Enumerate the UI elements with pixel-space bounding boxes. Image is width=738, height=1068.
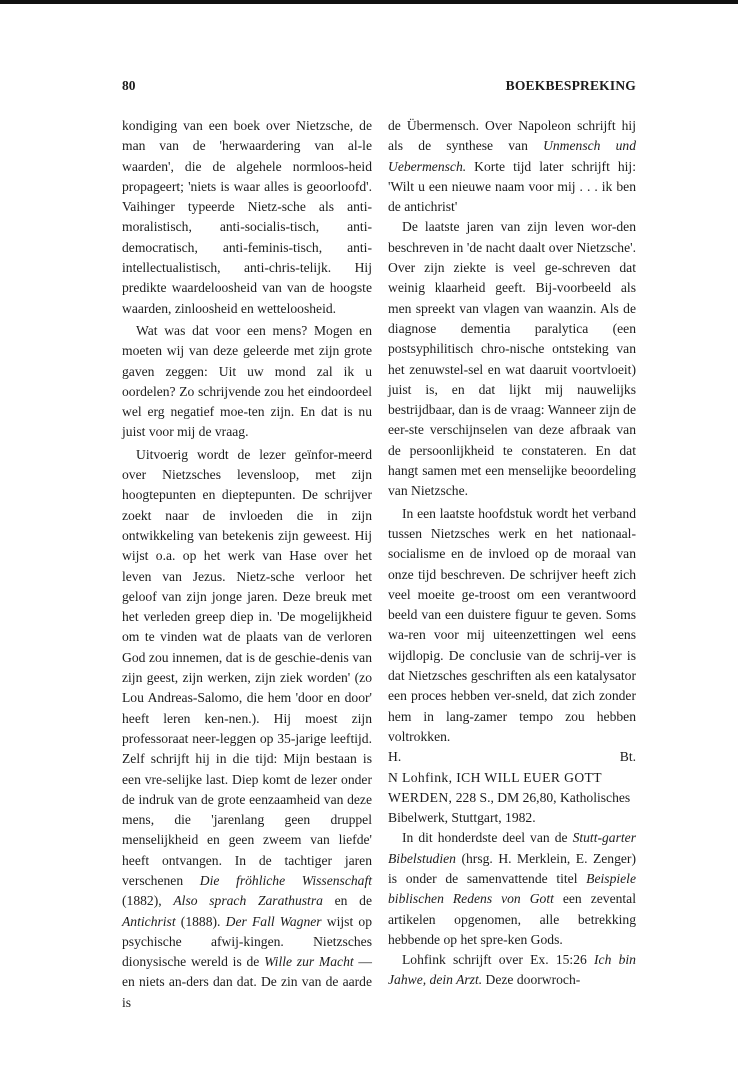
text-run: In dit honderdste deel van de bbox=[402, 830, 573, 846]
text-run: de Übermensch. Over Napoleon schrijft hij als de synthese van bbox=[388, 118, 636, 154]
text-run: (1888). bbox=[175, 913, 226, 929]
text-run: Deze doorwroch- bbox=[482, 972, 581, 988]
text-run: Lohfink schrijft over Ex. 15:26 bbox=[402, 952, 595, 968]
book-title: Stutt-garter Bibelstudien bbox=[388, 830, 636, 866]
text-run: (hrsg. H. Merklein, E. Zenger) is onder de samenvattende titel bbox=[388, 850, 636, 886]
review-details: 228 S., DM 26,80, Katholisches Bibelwerk, Stuttgart, 1982. bbox=[388, 789, 631, 826]
text-run: wijst op psychische afwij-kingen. Nietzsches dionysische wereld is de bbox=[122, 913, 373, 970]
book-title: Die fröhliche Wissenschaft bbox=[199, 872, 372, 888]
book-title: Der Fall Wagner bbox=[225, 913, 322, 929]
paragraph: In een laatste hoofdstuk wordt het verband tussen Nietzsches werk en het nationaal-socialisme en de invloed op de moraal van onze tijd beschreven. De schrijver heeft zich veel moeite ge-troost om een verantwoord beeld van een duistere figuur te geven. Soms wa-ren voor mij uiteenzettingen wel eens wijdlopig. De conclusie van de schrij-ver is dat Nietzsches geschriften als een katalysator een proces hebben ver-sneld, dat zich zonder hem in lang-zamer tempo zou hebben voltrokken. bbox=[388, 505, 636, 744]
paragraph bbox=[388, 116, 636, 217]
review-heading bbox=[388, 768, 636, 829]
text-run: en de bbox=[322, 893, 372, 909]
text-run: een zevental artikelen opgenomen, alle betrekking hebbende op het spre-ken Gods. bbox=[388, 891, 636, 947]
left-column bbox=[122, 116, 372, 1013]
running-head: BOEKBESPREKING bbox=[505, 78, 636, 93]
top-border bbox=[0, 0, 738, 4]
book-title: Also sprach Zarathustra bbox=[173, 893, 323, 909]
text-run: Korte tijd later schrijft hij: 'Wilt u een nieuwe naam voor mij . . . ik ben de antichrist' bbox=[388, 158, 636, 215]
text-run: (1882), bbox=[122, 893, 174, 909]
book-title: Beispiele biblischen Redens von Gott bbox=[388, 870, 636, 907]
paragraph: De laatste jaren van zijn leven wor-den beschreven in 'de nacht daalt over Nietzsche'. Over zijn ziekte is veel ge-schreven dat weinig klaarheid geeft. Bij-voorbeeld als men spreekt van vlagen van waanzin. Als de diagnose dementia paralytica (een postsyphilitisch chro-nische ontsteking van het zenuwstel-sel en wat daaruit voortvloeit) juist is, en dat lijkt mij nauwelijks bestrijdbaar, dan is de vraag: Wanneer zijn de eer-ste verschijnselen van deze afbraak van de persoonlijkheid te constateren. En dat hangt samen met een menselijke beoordeling van Nietzsche. bbox=[388, 219, 636, 499]
review-title: N Lohfink, ICH WILL EUER GOTT WERDEN, bbox=[388, 769, 602, 805]
page-number: 80 bbox=[122, 78, 136, 93]
book-title: Antichrist bbox=[122, 913, 176, 929]
book-title: Unmensch und Uebermensch. bbox=[388, 138, 637, 174]
paragraph bbox=[388, 950, 636, 991]
text-run: — en niets an-ders dan dat. De zin van de aarde is bbox=[122, 954, 373, 1010]
book-title: Ich bin Jahwe, dein Arzt. bbox=[388, 952, 636, 988]
page-header bbox=[122, 78, 636, 98]
signature-initial: H. bbox=[388, 749, 402, 765]
review-signature bbox=[388, 747, 636, 767]
book-title: Wille zur Macht bbox=[264, 954, 354, 970]
paragraph bbox=[122, 445, 372, 1013]
text-run: Uitvoerig wordt de lezer geïnfor-meerd over Nietzsches levensloop, met zijn hoogtepunten en dieptepunten. De schrijver zoekt naar de invloeden die in zijn ontwikkeling van betekenis zijn geweest. Hij wijst o.a. op het werk van Hase over het leven van Jezus. Nietz-sche verloor het geloof van zijn jonge jaren. Deze breuk met het verleden greep diep in. 'De mogelijkheid om te vinden wat de plaats van de verloren God zou innemen, dat is de geschie-denis van zijn geest, zijn werken, zijn ziek worden' (zo Lou Andreas-Salomo, die hem 'door en door' heeft leren ken-nen.). Hij moest zijn professoraat neer-leggen op 35-jarige leeftijd. Zelf schrijft hij in die tijd: Mijn bestaan is een vre-selijke last. Diep komt de lezer onder de indruk van de grote eenzaamheid van deze mens, die 'jarenlang geen druppel menselijkheid en geen zweem van liefde' heeft ontvangen. In de tachtiger jaren verschenen bbox=[122, 446, 372, 888]
paragraph: kondiging van een boek over Nietzsche, de man van de 'herwaardering van al-le waarden', die de algehele normloos-heid propageert; 'niets is waar alles is geoorloofd'. Vaihinger typeerde Nietz-sche als anti-moralistisch, anti-socialis-tisch, anti-democratisch, anti-feminis-tisch, anti-intellectualistisch, anti-chris-telijk. Hij predikte waardeloosheid van van de hoogste waarden, zinloosheid en wetteloosheid. bbox=[122, 118, 372, 316]
signature-initials: Bt. bbox=[619, 749, 636, 765]
paragraph bbox=[388, 828, 636, 950]
paragraph: Wat was dat voor een mens? Mogen en moeten wij van deze geleerde met zijn grote gaven zeggen: Uit uw mond zal ik u oordelen? Zo schrijvende zou het eindoordeel wel erg negatief moe-ten zijn. En dat is nu juist voor mij de vraag. bbox=[122, 322, 372, 440]
right-column bbox=[388, 116, 636, 991]
